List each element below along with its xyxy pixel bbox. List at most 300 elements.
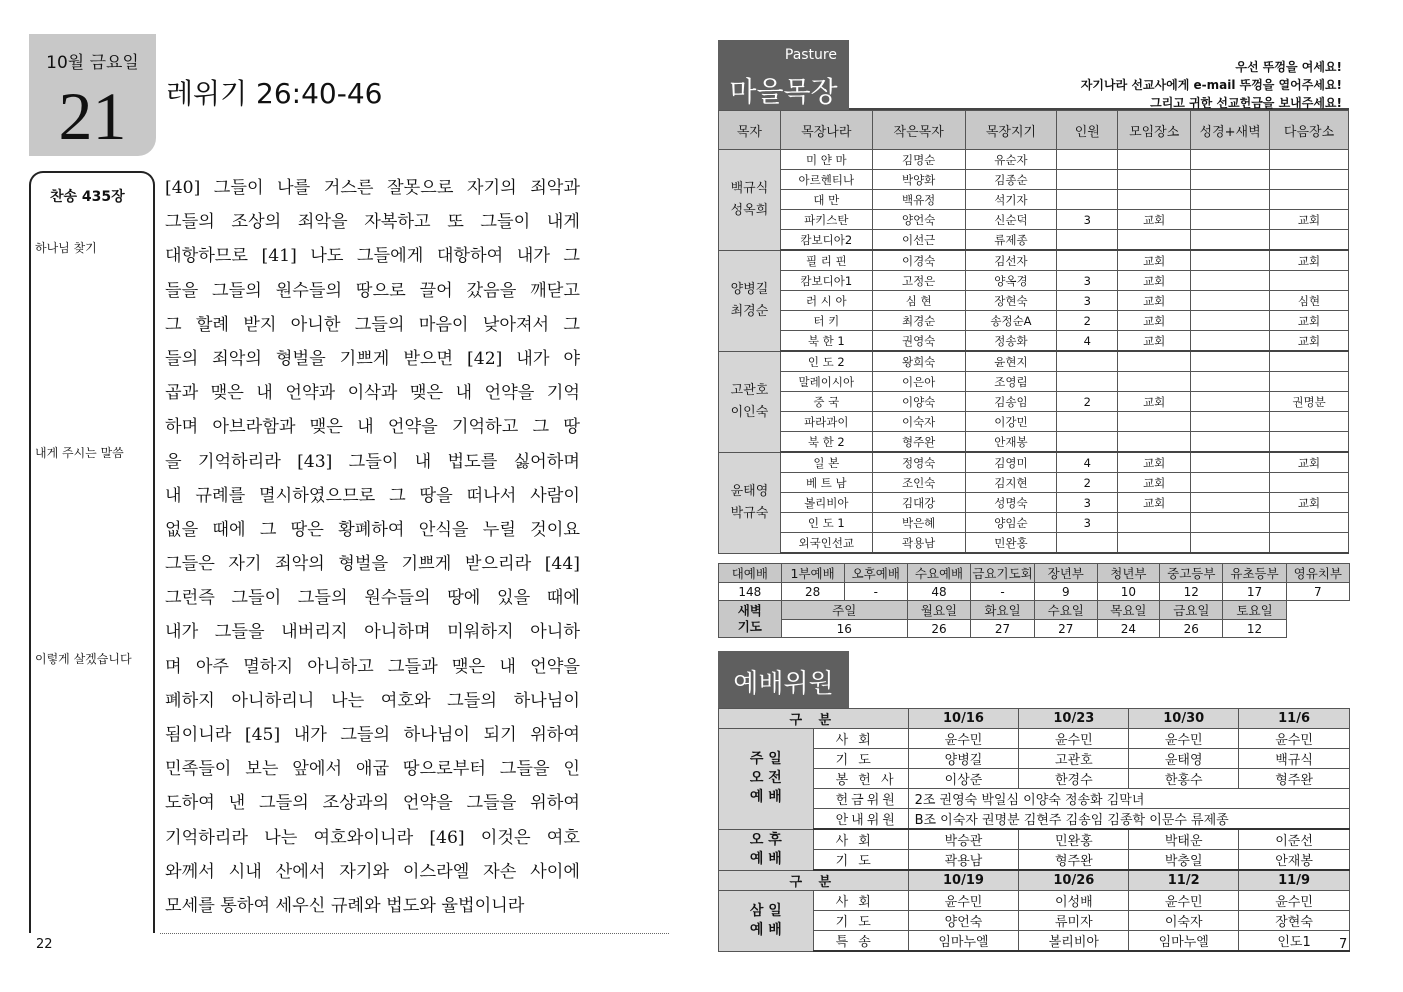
pasture-section-tab bbox=[718, 40, 849, 110]
worship-row bbox=[719, 829, 1350, 850]
pasture-cell: 교회 bbox=[1270, 210, 1349, 230]
pasture-cell: 교회 bbox=[1118, 493, 1191, 513]
pasture-cell: 양임순 bbox=[965, 513, 1057, 533]
worship-name: 임마누엘 bbox=[908, 931, 1019, 952]
scripture-line: 들을 그들의 원수들의 땅으로 끌어 갔음을 깨닫고 bbox=[165, 280, 580, 301]
worship-name: 볼리비아 bbox=[1019, 931, 1129, 952]
pasture-cell: 교회 bbox=[1118, 250, 1191, 271]
attendance-header: 금요기도회 bbox=[971, 564, 1035, 583]
side-panel bbox=[29, 171, 155, 933]
pasture-cell bbox=[1057, 250, 1118, 271]
pasture-table bbox=[718, 110, 1349, 554]
table-row bbox=[719, 533, 1349, 554]
pasture-leader bbox=[719, 250, 781, 351]
attendance-value: 7 bbox=[1286, 583, 1349, 601]
pasture-cell: 베 트 남 bbox=[780, 473, 872, 493]
worship-name: 한경수 bbox=[1019, 769, 1129, 789]
attendance-value-row bbox=[719, 583, 1350, 601]
pasture-cell bbox=[1057, 412, 1118, 432]
pasture-cell: 김종순 bbox=[965, 170, 1057, 190]
scripture-line: 됨이니라 [45] 내가 그들의 하나님이 되기 위하여 bbox=[165, 725, 580, 745]
scripture-line: 모세를 통하여 세우신 규례와 법도와 율법이니라 bbox=[165, 895, 525, 916]
bottom-divider bbox=[160, 933, 669, 934]
pasture-cell: 캄보디아1 bbox=[780, 271, 872, 291]
pasture-cell: 김명순 bbox=[872, 150, 965, 170]
pasture-leader bbox=[719, 150, 781, 251]
pasture-cell: 인 도 2 bbox=[780, 351, 872, 372]
scripture-line: [40] 그들이 나를 거스른 잘못으로 자기의 죄악과 bbox=[165, 178, 580, 198]
pasture-cell: 3 bbox=[1057, 210, 1118, 230]
pasture-cell: 민완홍 bbox=[965, 533, 1057, 554]
table-row bbox=[719, 473, 1349, 493]
pasture-cell bbox=[1270, 271, 1349, 291]
pasture-cell bbox=[1270, 351, 1349, 372]
date-box bbox=[29, 34, 156, 156]
pasture-cell: 장현숙 bbox=[965, 291, 1057, 311]
pasture-cell: 교회 bbox=[1118, 210, 1191, 230]
scripture-line: 내가 그들을 내버리지 아니하며 미워하지 아니하 bbox=[165, 622, 580, 643]
worship-usher-team: B조 이숙자 권명분 김현주 김송임 김종학 이문수 류제종 bbox=[908, 809, 1349, 830]
scripture-line: 들의 죄악의 형벌을 기쁘게 받으면 [42] 내가 야 bbox=[165, 348, 580, 369]
pasture-cell: 김선자 bbox=[965, 250, 1057, 271]
attendance-header: 영유치부 bbox=[1286, 564, 1349, 583]
worship-name: 이성배 bbox=[1019, 891, 1129, 911]
worship-date: 11/2 bbox=[1129, 870, 1239, 891]
worship-name: 인도1 bbox=[1239, 931, 1350, 952]
worship-date: 10/26 bbox=[1019, 870, 1129, 891]
pasture-cell bbox=[1270, 513, 1349, 533]
pasture-cell: 김지현 bbox=[965, 473, 1057, 493]
pasture-leader-name: 고관호 이인숙 bbox=[730, 382, 769, 420]
dawn-value: 24 bbox=[1097, 620, 1160, 638]
pasture-tab-english: Pasture bbox=[784, 47, 837, 63]
scripture-line: 그들은 자기 죄악의 형벌을 기쁘게 받으리라 [44] bbox=[165, 554, 580, 575]
pasture-cell: 외국인선교 bbox=[780, 533, 872, 554]
worship-role: 사 회 bbox=[813, 729, 908, 749]
pasture-cell bbox=[1270, 473, 1349, 493]
attendance-header: 청년부 bbox=[1097, 564, 1160, 583]
pasture-cell bbox=[1118, 190, 1191, 210]
worship-row bbox=[719, 729, 1350, 749]
pasture-cell: 형주완 bbox=[872, 432, 965, 453]
pasture-cell: 교회 bbox=[1270, 493, 1349, 513]
passage-reference: 레위기 26:40-46 bbox=[166, 77, 383, 110]
worship-name: 이상준 bbox=[908, 769, 1019, 789]
scripture-text bbox=[165, 171, 580, 923]
pasture-cell: 이숙자 bbox=[872, 412, 965, 432]
pasture-leader-name: 윤태영 박규숙 bbox=[730, 483, 769, 521]
scripture-line: 하며 아브라함과 맺은 내 언약을 기억하고 그 땅 bbox=[165, 417, 580, 438]
pasture-cell: 미 얀 마 bbox=[780, 150, 872, 170]
pasture-cell bbox=[1191, 210, 1270, 230]
attendance-header: 1부예배 bbox=[781, 564, 844, 583]
pasture-cell: 중 국 bbox=[780, 392, 872, 412]
pasture-leader bbox=[719, 452, 781, 553]
day-number: 21 bbox=[58, 78, 127, 154]
pasture-cell: 조영림 bbox=[965, 372, 1057, 392]
attendance-value: - bbox=[844, 583, 907, 601]
mission-message bbox=[1081, 58, 1342, 112]
attendance-header: 중고등부 bbox=[1160, 564, 1223, 583]
pasture-cell: 3 bbox=[1057, 513, 1118, 533]
worship-date: 11/6 bbox=[1239, 709, 1350, 729]
pasture-cell: 권명분 bbox=[1270, 392, 1349, 412]
worship-name: 윤수민 bbox=[1239, 729, 1350, 749]
scripture-line: 곱과 맺은 내 언약과 이삭과 맺은 내 언약을 기억 bbox=[165, 383, 580, 404]
pasture-header: 목장나라 bbox=[780, 111, 872, 150]
pasture-cell bbox=[1057, 190, 1118, 210]
pasture-cell bbox=[1270, 533, 1349, 554]
worship-role: 헌금위원 bbox=[813, 789, 908, 809]
pasture-cell bbox=[1270, 230, 1349, 251]
pasture-cell bbox=[1118, 150, 1191, 170]
dawn-prayer-label: 새벽 기도 bbox=[719, 601, 782, 638]
worship-row bbox=[719, 931, 1350, 952]
dawn-day: 목요일 bbox=[1097, 601, 1160, 620]
pasture-cell: 최경순 bbox=[872, 311, 965, 331]
pasture-cell: 파키스탄 bbox=[780, 210, 872, 230]
worship-name: 양언숙 bbox=[908, 911, 1019, 931]
worship-role: 기 도 bbox=[813, 911, 908, 931]
pasture-cell: 4 bbox=[1057, 331, 1118, 352]
pasture-cell bbox=[1270, 190, 1349, 210]
worship-name: 박충일 bbox=[1129, 850, 1239, 871]
worship-name: 장현숙 bbox=[1239, 911, 1350, 931]
pasture-cell: 류제종 bbox=[965, 230, 1057, 251]
pasture-cell: 송정순A bbox=[965, 311, 1057, 331]
dawn-day: 토요일 bbox=[1223, 601, 1286, 620]
pasture-cell bbox=[1191, 150, 1270, 170]
worship-name: 윤수민 bbox=[908, 891, 1019, 911]
table-row bbox=[719, 432, 1349, 453]
pasture-leader bbox=[719, 351, 781, 452]
pasture-cell bbox=[1191, 432, 1270, 453]
worship-date: 10/16 bbox=[908, 709, 1019, 729]
pasture-cell bbox=[1191, 250, 1270, 271]
mission-message-line: 우선 뚜껑을 여세요! bbox=[1235, 60, 1342, 74]
attendance-header: 대예배 bbox=[719, 564, 782, 583]
pasture-cell bbox=[1191, 190, 1270, 210]
pasture-cell: 석기자 bbox=[965, 190, 1057, 210]
mission-message-line: 자기나라 선교사에게 e-mail 뚜껑을 열어주세요! bbox=[1080, 78, 1342, 92]
worship-name: 백규식 bbox=[1239, 749, 1350, 769]
pasture-cell: 심 현 bbox=[872, 291, 965, 311]
pasture-cell bbox=[1191, 392, 1270, 412]
table-row bbox=[719, 190, 1349, 210]
table-row bbox=[719, 150, 1349, 170]
pasture-header: 인원 bbox=[1057, 111, 1118, 150]
dawn-value: 12 bbox=[1223, 620, 1286, 638]
month-weekday: 10월 금요일 bbox=[46, 53, 139, 73]
worship-row bbox=[719, 769, 1350, 789]
attendance-value: - bbox=[971, 583, 1035, 601]
pasture-cell: 김대강 bbox=[872, 493, 965, 513]
pasture-cell: 일 본 bbox=[780, 452, 872, 473]
pasture-cell: 이은아 bbox=[872, 372, 965, 392]
pasture-cell bbox=[1191, 311, 1270, 331]
worship-name: 박태운 bbox=[1129, 829, 1239, 850]
table-row bbox=[719, 372, 1349, 392]
worship-role: 기 도 bbox=[813, 749, 908, 769]
table-row bbox=[719, 493, 1349, 513]
pasture-cell: 교회 bbox=[1118, 452, 1191, 473]
pasture-cell: 북 한 2 bbox=[780, 432, 872, 453]
pasture-cell bbox=[1118, 432, 1191, 453]
pasture-cell: 이강민 bbox=[965, 412, 1057, 432]
worship-section-tab bbox=[718, 651, 849, 708]
scripture-line: 그런즉 그들이 그들의 원수들의 땅에 있을 때에 bbox=[165, 588, 580, 609]
table-row bbox=[719, 331, 1349, 352]
pasture-cell bbox=[1057, 150, 1118, 170]
pasture-cell: 교회 bbox=[1118, 271, 1191, 291]
pasture-cell bbox=[1118, 230, 1191, 251]
pasture-cell: 양옥경 bbox=[965, 271, 1057, 291]
pasture-cell bbox=[1191, 170, 1270, 190]
worship-name: 윤수민 bbox=[1019, 729, 1129, 749]
pasture-cell: 김송임 bbox=[965, 392, 1057, 412]
worship-committee-table bbox=[718, 708, 1350, 952]
pasture-cell: 이선근 bbox=[872, 230, 965, 251]
worship-name: 윤수민 bbox=[1239, 891, 1350, 911]
attendance-header-row bbox=[719, 564, 1350, 583]
pasture-header: 목장지기 bbox=[965, 111, 1057, 150]
table-row bbox=[719, 412, 1349, 432]
worship-name: 이준선 bbox=[1239, 829, 1350, 850]
pasture-cell: 박은혜 bbox=[872, 513, 965, 533]
pasture-cell: 안재봉 bbox=[965, 432, 1057, 453]
dawn-value: 26 bbox=[907, 620, 970, 638]
dawn-value-row bbox=[719, 620, 1350, 638]
attendance-header: 유초등부 bbox=[1223, 564, 1286, 583]
worship-col-label: 구 분 bbox=[719, 709, 909, 729]
worship-name: 이숙자 bbox=[1129, 911, 1239, 931]
worship-tab-title: 예배위원 bbox=[733, 669, 834, 699]
pasture-cell: 이양숙 bbox=[872, 392, 965, 412]
worship-date: 11/9 bbox=[1239, 870, 1350, 891]
scripture-line: 도하여 낸 그들의 조상과의 언약을 그들을 위하여 bbox=[165, 793, 580, 814]
pasture-cell: 인 도 1 bbox=[780, 513, 872, 533]
pasture-cell: 백유정 bbox=[872, 190, 965, 210]
pasture-leader-name: 백규식 성옥희 bbox=[730, 180, 769, 218]
mission-message-line: 그리고 귀한 선교헌금을 보내주세요! bbox=[1150, 96, 1342, 110]
pasture-cell bbox=[1191, 271, 1270, 291]
side-label-resolution: 이렇게 살겠습니다 bbox=[35, 652, 132, 666]
pasture-header: 모임장소 bbox=[1118, 111, 1191, 150]
pasture-cell bbox=[1118, 170, 1191, 190]
worship-row bbox=[719, 749, 1350, 769]
pasture-cell: 유순자 bbox=[965, 150, 1057, 170]
pasture-cell: 고정은 bbox=[872, 271, 965, 291]
worship-role: 사 회 bbox=[813, 829, 908, 850]
pasture-cell bbox=[1057, 170, 1118, 190]
dawn-day-row bbox=[719, 601, 1350, 620]
pasture-cell bbox=[1270, 412, 1349, 432]
table-row bbox=[719, 513, 1349, 533]
pasture-cell: 교회 bbox=[1270, 250, 1349, 271]
scripture-line: 민족들이 보는 앞에서 애굽 땅으로부터 그들을 인 bbox=[165, 759, 580, 780]
pasture-cell: 이경숙 bbox=[872, 250, 965, 271]
pasture-cell: 교회 bbox=[1118, 392, 1191, 412]
pasture-cell: 말레이시아 bbox=[780, 372, 872, 392]
side-label-find-god: 하나님 찾기 bbox=[35, 241, 97, 255]
attendance-value: 10 bbox=[1097, 583, 1160, 601]
scripture-line: 와께서 시내 산에서 자기와 이스라엘 자손 사이에 bbox=[165, 861, 580, 882]
worship-service-label: 오 후 예 배 bbox=[719, 829, 814, 870]
attendance-value: 12 bbox=[1160, 583, 1223, 601]
pasture-header: 작은목자 bbox=[872, 111, 965, 150]
pasture-cell: 3 bbox=[1057, 493, 1118, 513]
pasture-cell: 파라과이 bbox=[780, 412, 872, 432]
scripture-line: 며 아주 멸하지 아니하고 그들과 맺은 내 언약을 bbox=[165, 656, 580, 677]
pasture-cell bbox=[1191, 412, 1270, 432]
pasture-cell: 대 만 bbox=[780, 190, 872, 210]
pasture-cell bbox=[1191, 291, 1270, 311]
pasture-cell: 교회 bbox=[1118, 311, 1191, 331]
pasture-cell: 아르헨티나 bbox=[780, 170, 872, 190]
dawn-day: 주일 bbox=[781, 601, 907, 620]
pasture-cell bbox=[1270, 372, 1349, 392]
pasture-header: 목자 bbox=[719, 111, 781, 150]
hymn-number: 찬송 435장 bbox=[50, 189, 125, 205]
pasture-cell: 정송화 bbox=[965, 331, 1057, 352]
table-row bbox=[719, 250, 1349, 271]
pasture-cell: 신순덕 bbox=[965, 210, 1057, 230]
pasture-cell: 김영미 bbox=[965, 452, 1057, 473]
scripture-line: 그 할례 받지 아니한 그들의 마음이 낮아져서 그 bbox=[165, 314, 580, 335]
pasture-cell bbox=[1118, 513, 1191, 533]
attendance-value: 9 bbox=[1034, 583, 1097, 601]
scripture-line: 기억하리라 나는 여호와이니라 [46] 이것은 여호 bbox=[165, 827, 580, 848]
dawn-value: 27 bbox=[971, 620, 1035, 638]
pasture-tab-title: 마을목장 bbox=[729, 75, 838, 108]
pasture-leader-name: 양병길 최경순 bbox=[730, 281, 769, 319]
pasture-cell bbox=[1118, 533, 1191, 554]
pasture-cell: 성명숙 bbox=[965, 493, 1057, 513]
scripture-line: 내 규례를 멸시하였으므로 그 땅을 떠나서 사람이 bbox=[165, 485, 580, 506]
attendance-header: 장년부 bbox=[1034, 564, 1097, 583]
table-row bbox=[719, 271, 1349, 291]
worship-name: 윤태영 bbox=[1129, 749, 1239, 769]
table-row bbox=[719, 210, 1349, 230]
pasture-cell: 교회 bbox=[1118, 291, 1191, 311]
pasture-cell bbox=[1191, 372, 1270, 392]
attendance-value: 148 bbox=[719, 583, 782, 601]
table-row bbox=[719, 311, 1349, 331]
table-row bbox=[719, 392, 1349, 412]
worship-name: 윤수민 bbox=[1129, 729, 1239, 749]
pasture-cell bbox=[1057, 230, 1118, 251]
dawn-day: 수요일 bbox=[1034, 601, 1097, 620]
pasture-cell: 교회 bbox=[1270, 452, 1349, 473]
worship-date: 10/30 bbox=[1129, 709, 1239, 729]
attendance-table bbox=[718, 563, 1350, 638]
worship-date: 10/19 bbox=[908, 870, 1019, 891]
attendance-value: 28 bbox=[781, 583, 844, 601]
pasture-cell bbox=[1191, 452, 1270, 473]
worship-name: 민완홍 bbox=[1019, 829, 1129, 850]
worship-role: 봉 헌 사 bbox=[813, 769, 908, 789]
pasture-cell bbox=[1191, 473, 1270, 493]
pasture-cell: 교회 bbox=[1270, 331, 1349, 352]
scripture-line: 그들의 조상의 죄악을 자복하고 또 그들이 내게 bbox=[165, 212, 580, 233]
pasture-cell bbox=[1118, 372, 1191, 392]
side-label-word: 내게 주시는 말씀 bbox=[35, 446, 124, 460]
pasture-cell: 교회 bbox=[1118, 331, 1191, 352]
worship-date-row bbox=[719, 709, 1350, 729]
table-row bbox=[719, 170, 1349, 190]
worship-col-label: 구 분 bbox=[719, 870, 909, 891]
worship-name: 임마누엘 bbox=[1129, 931, 1239, 952]
pasture-cell: 러 시 아 bbox=[780, 291, 872, 311]
pasture-cell: 윤현지 bbox=[965, 351, 1057, 372]
pasture-cell: 곽용남 bbox=[872, 533, 965, 554]
dawn-value: 27 bbox=[1034, 620, 1097, 638]
pasture-cell: 심현 bbox=[1270, 291, 1349, 311]
pasture-cell: 볼리비아 bbox=[780, 493, 872, 513]
worship-row bbox=[719, 891, 1350, 911]
worship-row bbox=[719, 850, 1350, 871]
pasture-cell: 3 bbox=[1057, 271, 1118, 291]
dawn-day: 화요일 bbox=[971, 601, 1035, 620]
pasture-header: 다음장소 bbox=[1270, 111, 1349, 150]
pasture-cell: 3 bbox=[1057, 291, 1118, 311]
pasture-cell bbox=[1191, 351, 1270, 372]
pasture-cell bbox=[1057, 372, 1118, 392]
worship-offering-team: 2조 권영숙 박일심 이양숙 정송화 김막녀 bbox=[908, 789, 1349, 809]
table-row bbox=[719, 351, 1349, 372]
pasture-cell bbox=[1118, 351, 1191, 372]
worship-role: 기 도 bbox=[813, 850, 908, 871]
pasture-cell bbox=[1057, 351, 1118, 372]
pasture-cell bbox=[1118, 412, 1191, 432]
worship-name: 윤수민 bbox=[908, 729, 1019, 749]
pasture-cell: 권영숙 bbox=[872, 331, 965, 352]
worship-date: 10/23 bbox=[1019, 709, 1129, 729]
worship-service-label: 주 일 오 전 예 배 bbox=[719, 729, 814, 830]
table-row bbox=[719, 291, 1349, 311]
pasture-cell: 2 bbox=[1057, 473, 1118, 493]
attendance-header: 수요예배 bbox=[907, 564, 970, 583]
pasture-header: 성경+새벽 bbox=[1191, 111, 1270, 150]
page-number-left: 22 bbox=[36, 937, 53, 952]
pasture-cell: 4 bbox=[1057, 452, 1118, 473]
page-number-right: 7 bbox=[1339, 937, 1348, 952]
pasture-cell bbox=[1191, 493, 1270, 513]
worship-name: 형주완 bbox=[1019, 850, 1129, 871]
pasture-cell: 필 리 핀 bbox=[780, 250, 872, 271]
pasture-cell: 정영숙 bbox=[872, 452, 965, 473]
pasture-cell: 북 한 1 bbox=[780, 331, 872, 352]
pasture-cell: 조인숙 bbox=[872, 473, 965, 493]
worship-name: 안재봉 bbox=[1239, 850, 1350, 871]
dawn-day: 월요일 bbox=[907, 601, 970, 620]
attendance-value: 17 bbox=[1223, 583, 1286, 601]
worship-name: 곽용남 bbox=[908, 850, 1019, 871]
worship-role: 안내위원 bbox=[813, 809, 908, 830]
table-row bbox=[719, 452, 1349, 473]
worship-name: 형주완 bbox=[1239, 769, 1350, 789]
pasture-cell: 2 bbox=[1057, 311, 1118, 331]
dawn-day: 금요일 bbox=[1160, 601, 1223, 620]
pasture-cell: 터 키 bbox=[780, 311, 872, 331]
worship-row bbox=[719, 809, 1350, 830]
pasture-cell: 2 bbox=[1057, 392, 1118, 412]
worship-row bbox=[719, 789, 1350, 809]
worship-name: 양병길 bbox=[908, 749, 1019, 769]
pasture-cell: 왕희숙 bbox=[872, 351, 965, 372]
pasture-cell bbox=[1191, 331, 1270, 352]
worship-row bbox=[719, 911, 1350, 931]
